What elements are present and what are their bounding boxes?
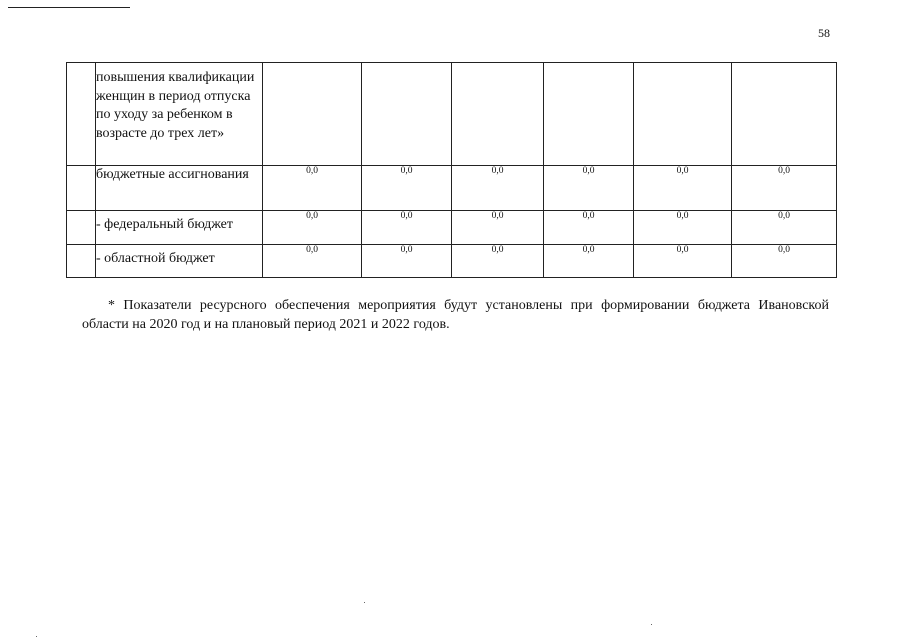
value-cell: 0,0 bbox=[732, 166, 837, 211]
footnote: * Показатели ресурсного обеспечения мероприятия будут установлены при формировании бюджета Ивановской области на 2020 год и на плановый период 2021 и 2022 годов. bbox=[82, 298, 829, 332]
scan-speck bbox=[651, 624, 652, 625]
budget-table bbox=[66, 62, 837, 278]
value-cell bbox=[362, 63, 452, 166]
value-cell bbox=[263, 63, 362, 166]
table-row bbox=[67, 245, 837, 278]
value-cell: 0,0 bbox=[634, 166, 732, 211]
row-number-cell bbox=[67, 211, 96, 245]
value-cell: 0,0 bbox=[263, 166, 362, 211]
value-cell: 0,0 bbox=[452, 211, 544, 245]
value-cell: 0,0 bbox=[634, 245, 732, 278]
scan-speck bbox=[36, 636, 37, 637]
row-label: - федеральный бюджет bbox=[96, 211, 263, 245]
value-cell: 0,0 bbox=[732, 211, 837, 245]
row-label: бюджетные ассигнования bbox=[96, 166, 263, 211]
value-cell bbox=[732, 63, 837, 166]
value-cell: 0,0 bbox=[362, 166, 452, 211]
value-cell: 0,0 bbox=[362, 245, 452, 278]
value-cell: 0,0 bbox=[452, 166, 544, 211]
table-row bbox=[67, 63, 837, 166]
value-cell: 0,0 bbox=[732, 245, 837, 278]
page-number: 58 bbox=[818, 26, 830, 40]
value-cell: 0,0 bbox=[263, 245, 362, 278]
row-number-cell bbox=[67, 166, 96, 211]
value-cell: 0,0 bbox=[544, 245, 634, 278]
value-cell: 0,0 bbox=[362, 211, 452, 245]
table-row bbox=[67, 166, 837, 211]
value-cell bbox=[634, 63, 732, 166]
row-label: - областной бюджет bbox=[96, 245, 263, 278]
value-cell: 0,0 bbox=[544, 211, 634, 245]
value-cell: 0,0 bbox=[452, 245, 544, 278]
scan-speck bbox=[364, 602, 365, 603]
row-number-cell bbox=[67, 63, 96, 166]
row-label: повышения квалификации женщин в период отпуска по уходу за ребенком в возрасте до трех лет» bbox=[96, 63, 263, 166]
value-cell: 0,0 bbox=[634, 211, 732, 245]
table-row bbox=[67, 211, 837, 245]
top-rule bbox=[8, 7, 130, 8]
value-cell: 0,0 bbox=[544, 166, 634, 211]
row-number-cell bbox=[67, 245, 96, 278]
value-cell bbox=[544, 63, 634, 166]
value-cell: 0,0 bbox=[263, 211, 362, 245]
value-cell bbox=[452, 63, 544, 166]
